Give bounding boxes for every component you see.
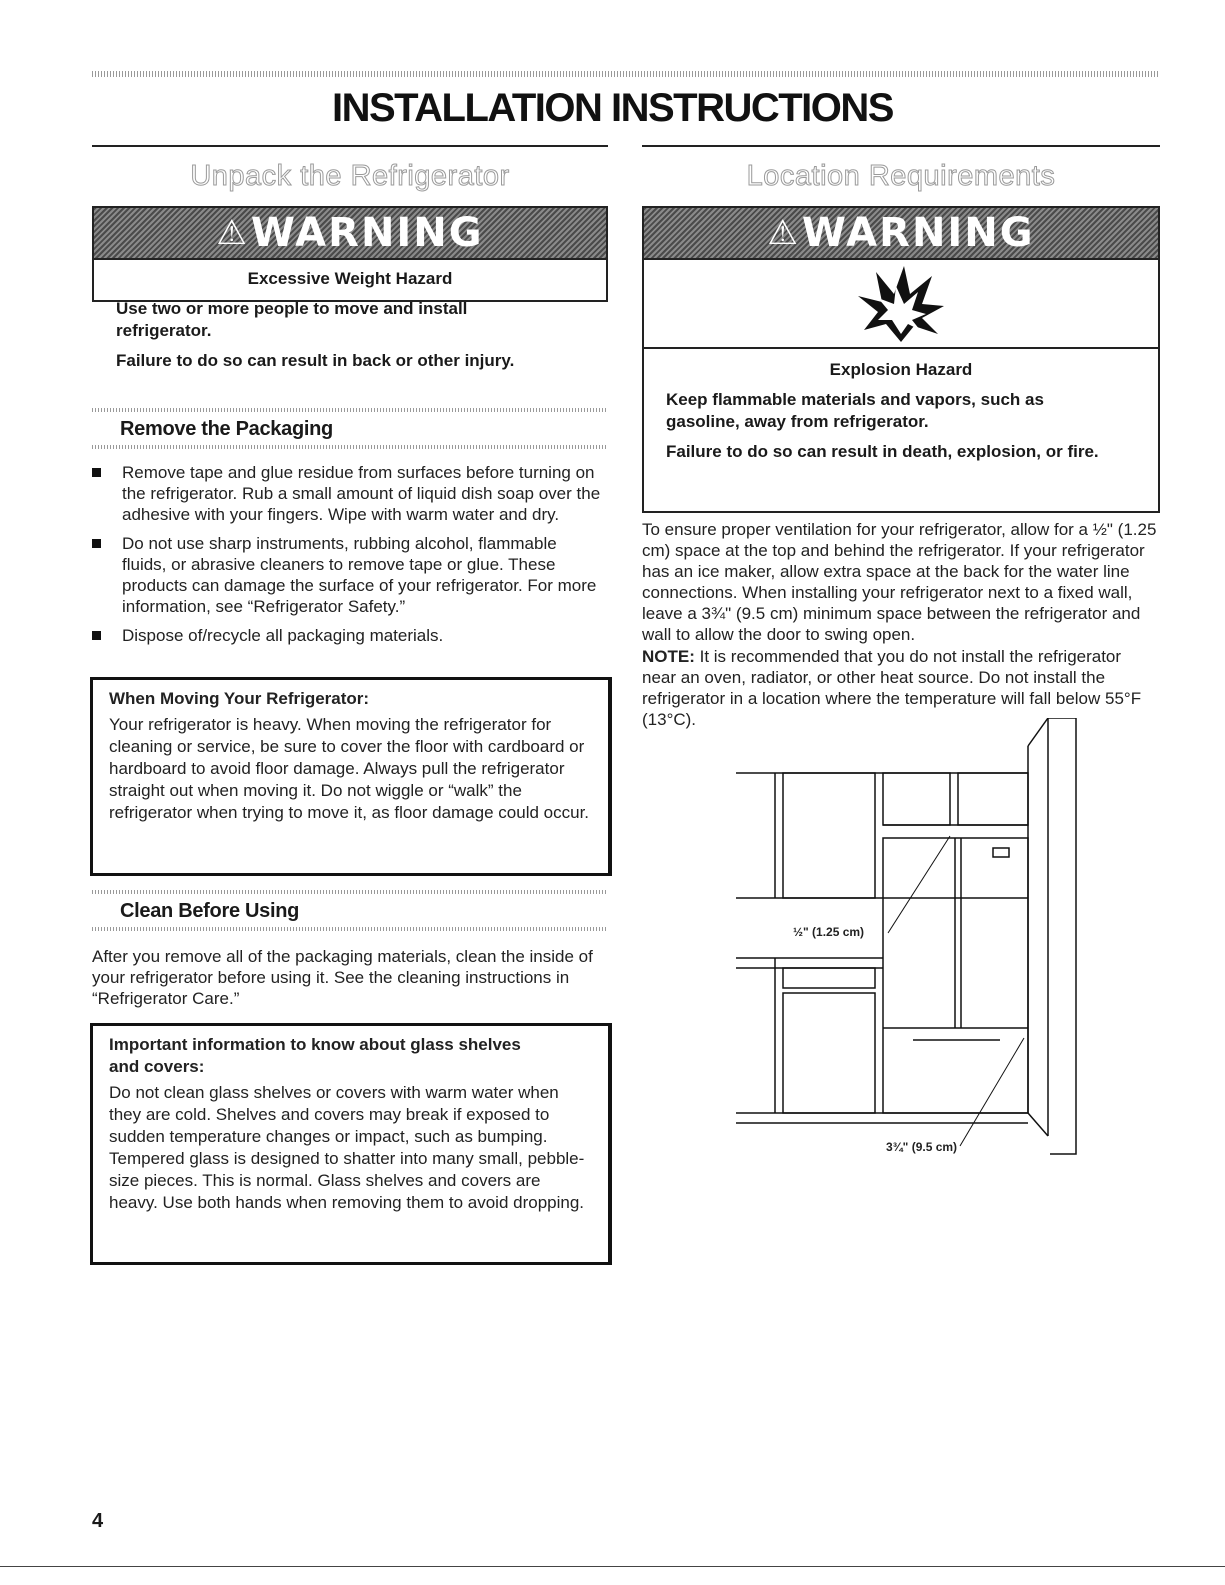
- right-rule: [642, 145, 1160, 147]
- page-title: INSTALLATION INSTRUCTIONS: [332, 86, 893, 130]
- packaging-list: [92, 462, 602, 654]
- section-title-unpack: Unpack the Refrigerator: [190, 160, 510, 192]
- list-item: [92, 533, 602, 617]
- dotted-divider: [92, 445, 608, 449]
- clean-before-using-heading-block: [92, 890, 608, 931]
- warning-label: WARNING: [250, 210, 484, 256]
- remove-packaging-heading: Remove the Packaging: [120, 418, 333, 440]
- note-text: It is recommended that you do not install the refrigerator near an oven, radiator, or other heat source. Do not install the refrigerator in a location where the temperature will fall below 55°F (13°C).: [642, 647, 1142, 729]
- moving-box-title: When Moving Your Refrigerator:: [109, 689, 370, 708]
- warning-triangle-icon: ⚠: [767, 213, 800, 253]
- list-item: [92, 625, 602, 646]
- diagram-label-top: ½" (1.25 cm): [793, 925, 865, 939]
- left-rule: [92, 145, 608, 147]
- bullet-square-icon: [92, 539, 101, 548]
- glass-box-title: Important information to know about glass shelves and covers:: [109, 1035, 521, 1076]
- dotted-divider: [92, 927, 608, 931]
- explosion-warning-box: [642, 206, 1160, 513]
- moving-box-body: Your refrigerator is heavy. When moving the refrigerator for cleaning or service, be sure to cover the floor with cardboard or hardboard to avoid floor damage. Always pull the refrigerator straight out when moving it. Do not wiggle or “walk” the refrigerator when trying to move it, as floor damage could occur.: [109, 715, 590, 822]
- bottom-rule: [0, 1566, 1225, 1567]
- moving-refrigerator-box: [90, 677, 612, 876]
- warning-triangle-icon: ⚠: [216, 213, 249, 253]
- clean-before-using-heading: Clean Before Using: [120, 900, 300, 922]
- clearance-diagram: [728, 718, 1078, 1163]
- warning-line-2: Failure to do so can result in back or other injury.: [116, 351, 515, 370]
- warning-label: WARNING: [801, 210, 1035, 256]
- warning-banner: [94, 208, 606, 260]
- diagram-label-side: 3¾" (9.5 cm): [886, 1140, 958, 1154]
- section-title-location: Location Requirements: [746, 160, 1056, 192]
- warning-body: [94, 260, 606, 390]
- hazard-title: Excessive Weight Hazard: [247, 269, 453, 288]
- note-label: NOTE:: [642, 647, 695, 666]
- list-item-text: Remove tape and glue residue from surfaces before turning on the refrigerator. Rub a small amount of liquid dish soap over the adhesive with your fingers. Wipe with warm water and dry.: [122, 463, 601, 524]
- clean-paragraph: After you remove all of the packaging materials, clean the inside of your refrigerator before using it. See the cleaning instructions in “Refrigerator Care.”: [92, 947, 593, 1008]
- page-number: 4: [92, 1510, 104, 1532]
- warning-banner: [644, 208, 1158, 260]
- bullet-square-icon: [92, 468, 101, 477]
- glass-box-body: Do not clean glass shelves or covers with warm water when they are cold. Shelves and covers may break if exposed to sudden temperature changes or impact, such as bumping. Tempered glass is designed to shatter into many small, pebble-size pieces. This is normal. Glass shelves and covers are heavy. Use both hands when removing them to avoid dropping.: [109, 1083, 585, 1212]
- top-dotted-bar: [92, 71, 1160, 77]
- warning-line-1: Keep flammable materials and vapors, such as gasoline, away from refrigerator.: [666, 390, 1044, 431]
- list-item-text: Do not use sharp instruments, rubbing alcohol, flammable fluids, or abrasive cleaners to remove tape or glue. These products can damage the surface of your refrigerator. For more information, see “Refrigerator Safety.”: [122, 534, 597, 616]
- list-item-text: Dispose of/recycle all packaging materials.: [122, 626, 444, 645]
- warning-body: [644, 349, 1158, 481]
- list-item: [92, 462, 602, 525]
- bullet-square-icon: [92, 631, 101, 640]
- warning-line-1: Use two or more people to move and install refrigerator.: [116, 299, 468, 340]
- ventilation-paragraph: To ensure proper ventilation for your refrigerator, allow for a ½" (1.25 cm) space at the top and behind the refrigerator. If your refrigerator has an ice maker, allow extra space at the back for the water line connections. When installing your refrigerator next to a fixed wall, leave a 3¾" (9.5 cm) minimum space between the refrigerator and wall to allow the door to swing open.: [642, 520, 1157, 644]
- explosion-icon: [856, 264, 946, 344]
- hazard-title: Explosion Hazard: [829, 360, 973, 379]
- explosion-icon-panel: [644, 260, 1158, 349]
- glass-shelves-box: [90, 1023, 612, 1265]
- warning-line-2: Failure to do so can result in death, explosion, or fire.: [666, 442, 1099, 461]
- remove-packaging-heading-block: [92, 408, 608, 449]
- weight-warning-box: [92, 206, 608, 370]
